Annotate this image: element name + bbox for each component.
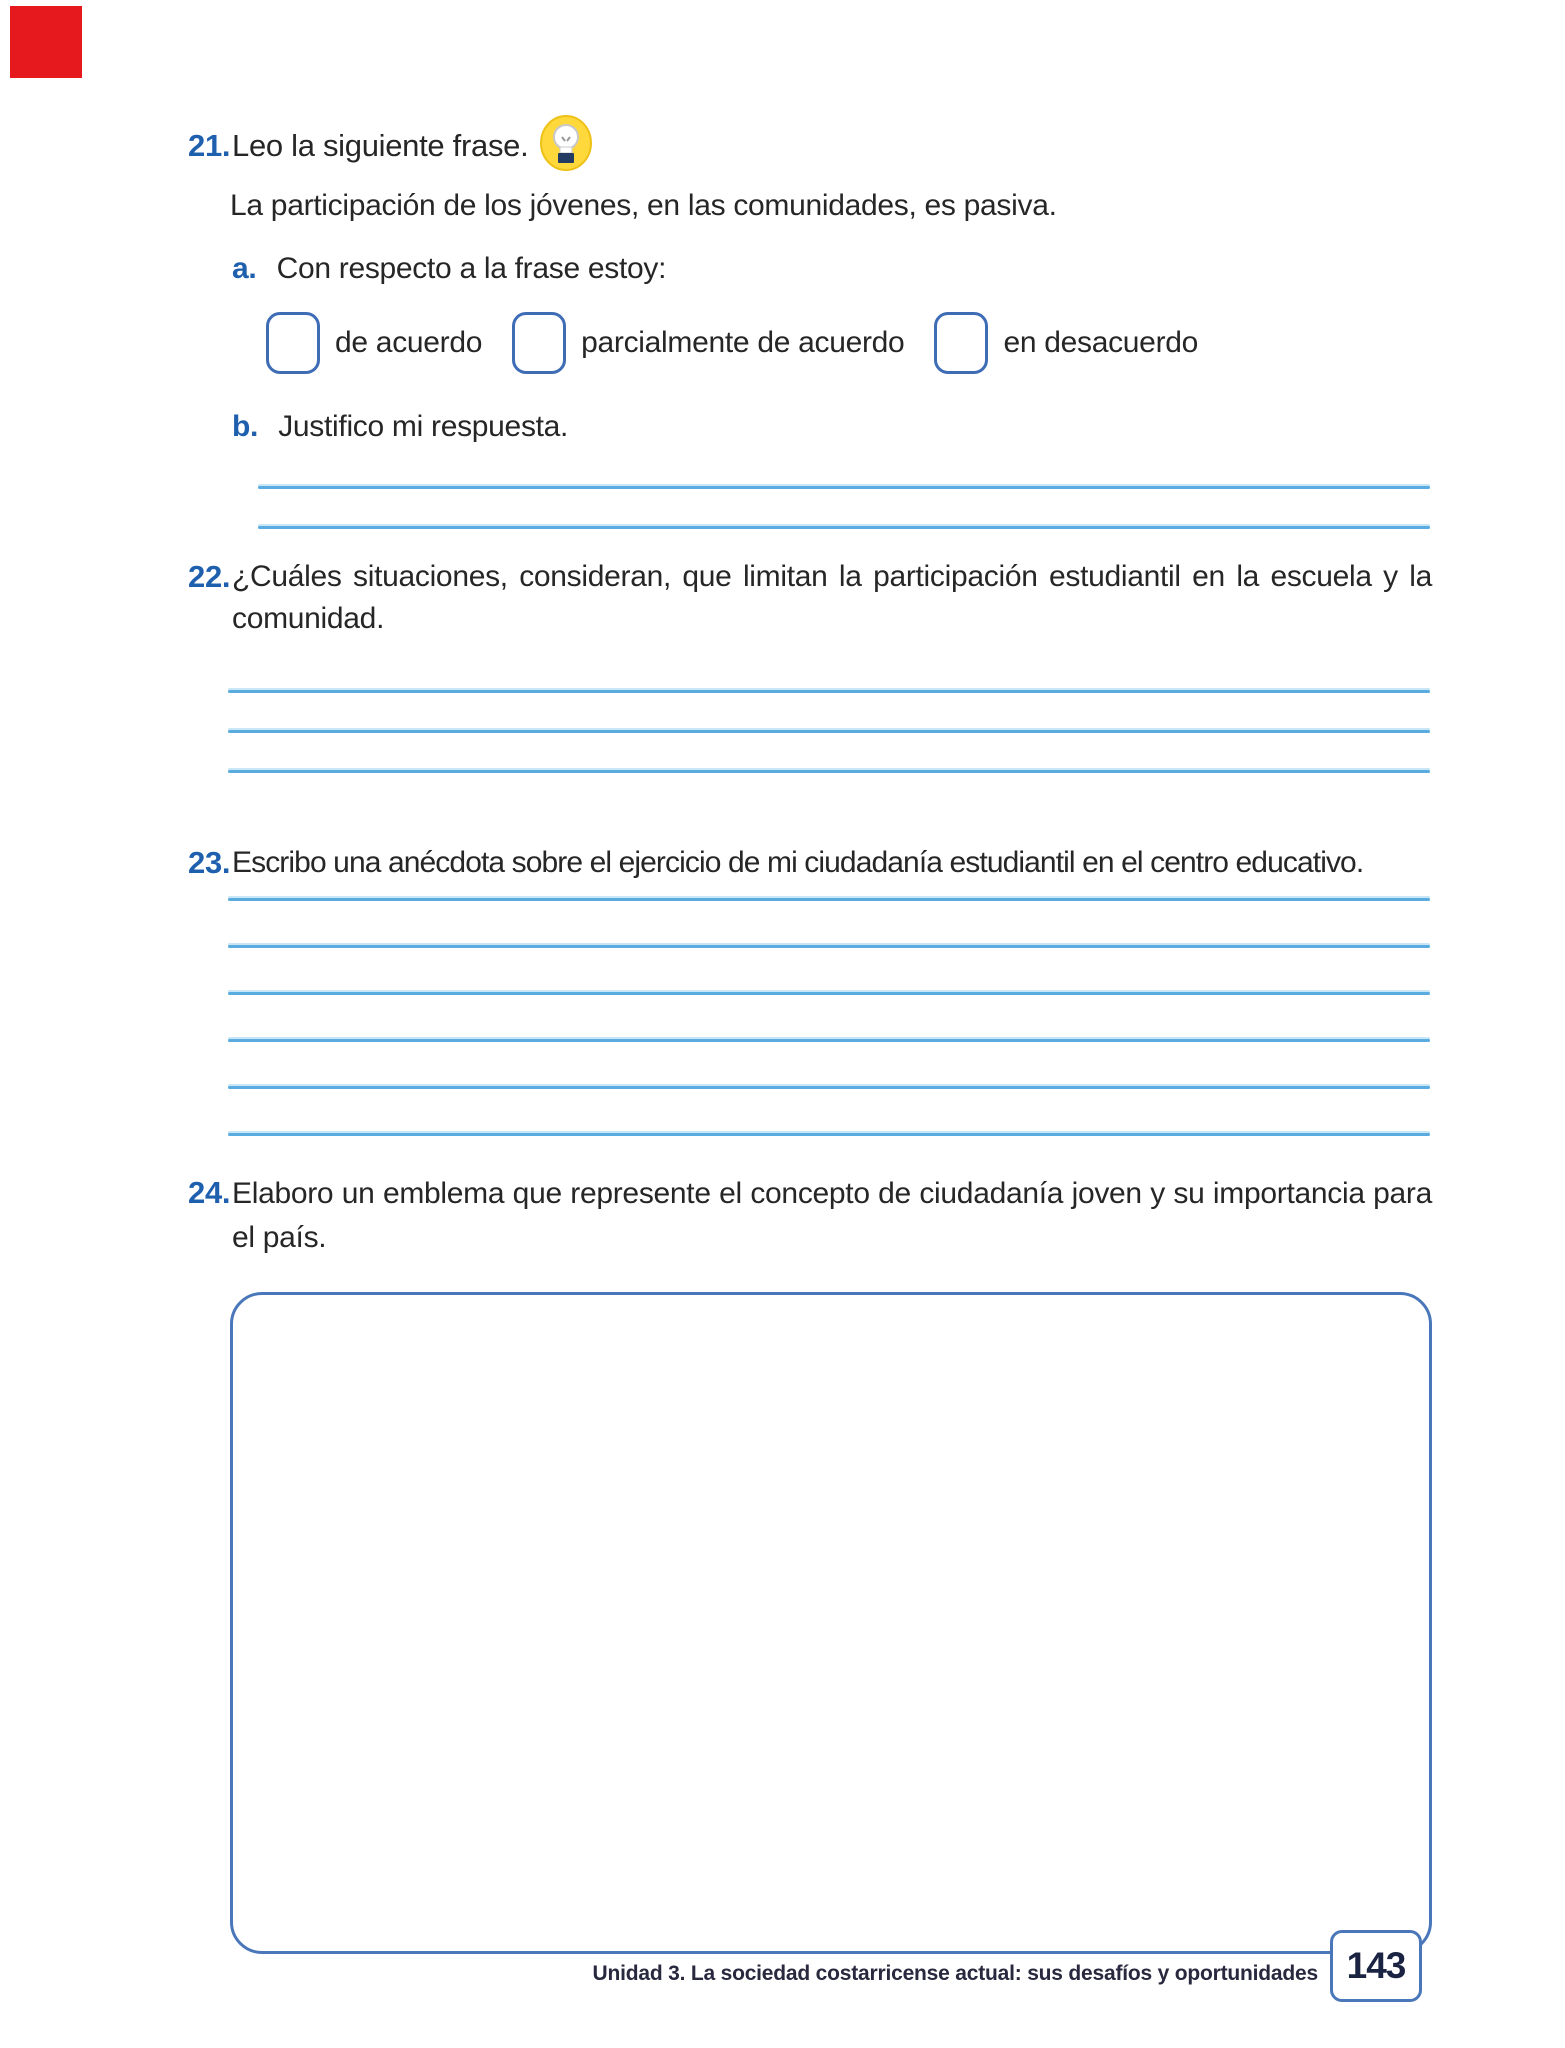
- question-21a-text: Con respecto a la frase estoy:: [276, 252, 667, 285]
- question-21b-text: Justifico mi respuesta.: [278, 410, 569, 443]
- question-24: [188, 1172, 1432, 1260]
- option-en-desacuerdo: [934, 312, 1198, 374]
- answer-line[interactable]: [228, 730, 1430, 733]
- question-24-text: Elaboro un emblema que represente el concepto de ciudadanía joven y su importancia para el país.: [232, 1177, 1432, 1254]
- answer-line[interactable]: [228, 992, 1430, 995]
- answer-line[interactable]: [228, 690, 1430, 693]
- answer-line[interactable]: [228, 945, 1430, 948]
- answer-line[interactable]: [228, 1133, 1430, 1136]
- lightbulb-icon: [540, 114, 592, 177]
- question-23-number: 23.: [188, 845, 231, 880]
- question-21-header: [188, 114, 592, 177]
- question-21a-row: [232, 252, 666, 286]
- question-21-title: Leo la siguiente frase.: [232, 127, 529, 163]
- footer-unit-text: Unidad 3. La sociedad costarricense actual: sus desafíos y oportunidades: [592, 1962, 1318, 1985]
- question-24-number: 24.: [188, 1175, 231, 1210]
- emblem-drawing-box[interactable]: [230, 1292, 1432, 1954]
- agreement-options-row: [266, 312, 1228, 374]
- page-number-box: [1330, 1930, 1422, 2002]
- question-21-number: 21.: [188, 127, 231, 163]
- answer-line[interactable]: [228, 770, 1430, 773]
- label-parcialmente-de-acuerdo: parcialmente de acuerdo: [581, 326, 905, 359]
- answer-line[interactable]: [228, 898, 1430, 901]
- checkbox-parcialmente-de-acuerdo[interactable]: [512, 312, 566, 374]
- label-de-acuerdo: de acuerdo: [335, 326, 483, 359]
- checkbox-de-acuerdo[interactable]: [266, 312, 320, 374]
- answer-line[interactable]: [228, 1086, 1430, 1089]
- question-22-number: 22.: [188, 559, 231, 594]
- option-parcialmente-de-acuerdo: [512, 312, 904, 374]
- checkbox-en-desacuerdo[interactable]: [934, 312, 988, 374]
- question-21b-label: b.: [232, 410, 259, 443]
- question-22-text: ¿Cuáles situaciones, consideran, que limitan la participación estudiantil en la escuela y la comunidad.: [232, 560, 1432, 635]
- question-21-phrase: La participación de los jóvenes, en las comunidades, es pasiva.: [230, 189, 1057, 222]
- question-23: [188, 842, 1363, 884]
- question-21b-row: [232, 410, 568, 444]
- answer-line[interactable]: [228, 1039, 1430, 1042]
- label-en-desacuerdo: en desacuerdo: [1003, 326, 1199, 359]
- question-23-text: Escribo una anécdota sobre el ejercicio de mi ciudadanía estudiantil en el centro educativo.: [232, 846, 1364, 879]
- question-21a-label: a.: [232, 252, 257, 285]
- answer-line[interactable]: [258, 486, 1430, 489]
- answer-line[interactable]: [258, 526, 1430, 529]
- question-22: [188, 556, 1432, 640]
- option-de-acuerdo: [266, 312, 482, 374]
- corner-red-tab: [10, 6, 82, 78]
- page-number: 143: [1346, 1945, 1406, 1986]
